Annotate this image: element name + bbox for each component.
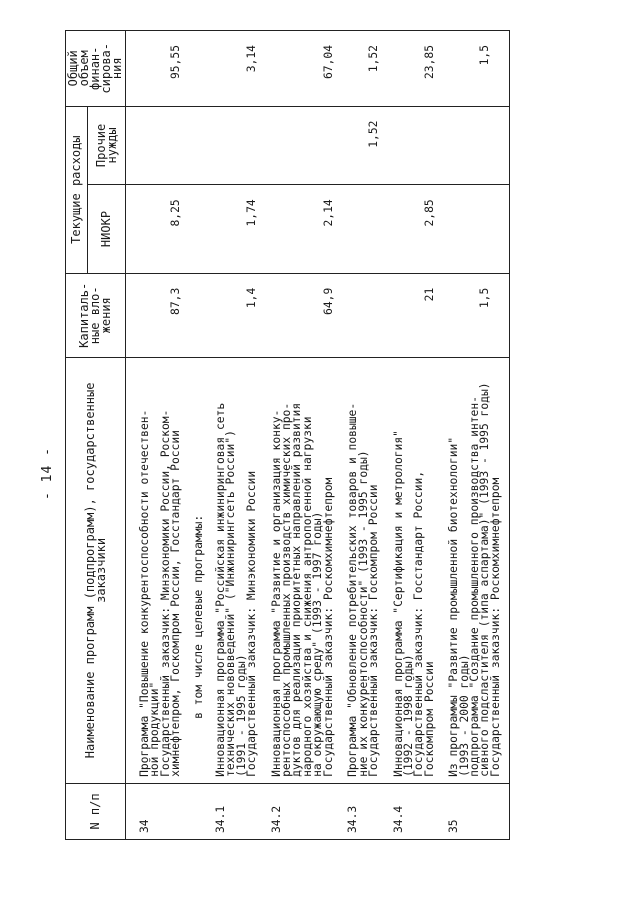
header-current: Текущие расходы: [66, 106, 88, 273]
empty-cell: [182, 31, 216, 107]
table-row: [449, 31, 510, 840]
program-line: (1992 - 1998 годы): [401, 654, 415, 777]
header-num: N п/п: [66, 783, 126, 839]
program-line: химнефтепром, Госкомпром России, Госстандарт России: [169, 430, 183, 777]
program-line: Государственный заказчик: Минэкономики России: [245, 470, 259, 777]
value-text: 64,9: [321, 287, 335, 315]
value-text: [348, 288, 369, 357]
value-text: 87,3: [169, 287, 182, 315]
row-number: 34: [126, 783, 182, 839]
other-value: [126, 106, 182, 185]
value-text: 21: [422, 287, 436, 302]
empty-cell: [182, 783, 216, 839]
program-line: (1993 - 2000 годы): [457, 654, 471, 777]
header-capital-line: Капиталь-: [77, 282, 91, 348]
value-text: 8,25: [169, 199, 182, 227]
value-text: 2,14: [321, 199, 335, 227]
header-total-line: финан-: [88, 46, 102, 90]
capital-value: [394, 273, 436, 357]
total-value: [348, 31, 379, 107]
header-capital-line: ные вло-: [88, 286, 102, 345]
row-number: 34.3: [348, 783, 379, 839]
row-number: 34.4: [394, 783, 436, 839]
niokr-value: [126, 185, 182, 273]
page-number: - 14 -: [40, 447, 55, 500]
program-line: ной продукции": [148, 681, 162, 777]
program-line: (1991 - 1995 годы): [234, 654, 248, 777]
table-row: [394, 31, 436, 840]
value-text: [216, 121, 247, 185]
capital-value: [272, 273, 334, 357]
program-line: подпрограмма "Создание промышленного производства интен-: [467, 396, 481, 777]
program-line: ние их конкурентоспособности" (1993 - 1995 годы): [356, 450, 370, 777]
program-line: сивного подсластителя (типа аспартама)" (1993 - 1995 годы): [478, 382, 492, 777]
value-text: [449, 199, 480, 272]
program-line: Инновационная программа "Российская инжиниринговая сеть: [214, 402, 228, 777]
empty-cell: [182, 273, 216, 357]
niokr-value: [449, 185, 510, 273]
capital-value: [348, 273, 379, 357]
header-niokr: НИОКР: [88, 185, 126, 273]
program-line: Госкомпром России: [422, 661, 436, 777]
niokr-value: [272, 185, 334, 273]
value-text: 1,52: [367, 120, 381, 148]
program-line: Из программы "Развитие промышленной биотехнологии": [447, 436, 461, 777]
table-row: [216, 31, 258, 840]
program-name: [216, 357, 258, 783]
program-line: Государственный заказчик: Роскомхимнефтепром: [488, 477, 502, 777]
header-capital-line: жения: [99, 297, 113, 334]
program-name: [449, 357, 510, 783]
value-text: [272, 121, 324, 185]
program-line: на окружающую среду" (1993 - 1997 годы): [311, 511, 325, 777]
niokr-value: [348, 185, 379, 273]
niokr-value: [394, 185, 436, 273]
header-total-line: объем: [77, 50, 91, 87]
value-text: 1,74: [245, 199, 259, 227]
program-line: технических нововведений" ("Инжинирингсеть России"): [224, 430, 238, 777]
row-number: 34.1: [216, 783, 258, 839]
total-value: [126, 31, 182, 107]
other-value: [216, 106, 258, 185]
header-total-line: сирова-: [99, 43, 113, 94]
total-value: [449, 31, 510, 107]
other-value: [272, 106, 334, 185]
value-text: 3,14: [245, 45, 259, 73]
value-text: 23,85: [422, 45, 436, 80]
header-total: [66, 31, 126, 107]
empty-cell: [182, 185, 216, 273]
value-text: 67,04: [321, 45, 335, 80]
program-line: дуктов для реализации приоритетных направлений развития: [290, 402, 304, 777]
value-text: 2,85: [422, 199, 436, 227]
table-row: [126, 31, 182, 840]
program-line: Инновационная программа "Сертификация и метрология": [391, 430, 405, 777]
program-name: [269, 357, 335, 783]
niokr-value: [216, 185, 258, 273]
header-total-line: ния: [110, 57, 124, 80]
other-value: [394, 106, 436, 185]
row-number: 34.2: [272, 783, 334, 839]
program-line: рентоспособных промышленных производств химических про-: [280, 402, 294, 777]
capital-value: [126, 273, 182, 357]
value-text: 95,55: [169, 45, 182, 80]
header-other-line: нужды: [104, 127, 119, 164]
table-row: [272, 31, 334, 840]
total-value: [216, 31, 258, 107]
empty-cell: [182, 106, 216, 185]
header-other-line: Прочие: [93, 123, 108, 168]
program-name: [391, 357, 436, 783]
capital-value: [216, 273, 258, 357]
header-other: [88, 106, 126, 185]
program-line: Государственный заказчик: Госстандарт России,: [412, 470, 426, 777]
value-text: 1,4: [245, 287, 259, 309]
program-name: [126, 357, 182, 783]
capital-value: [449, 273, 510, 357]
other-value: [348, 106, 379, 185]
program-line: народного хозяйства и снижения антропогенной нагрузки: [300, 416, 314, 777]
value-text: [394, 121, 425, 185]
other-value: [449, 106, 510, 185]
program-line: Инновационная программа "Развитие и организация конку-: [269, 409, 283, 777]
table-row: [182, 31, 216, 840]
financing-table: [65, 30, 510, 840]
total-value: [394, 31, 436, 107]
value-text: 1,52: [367, 45, 381, 73]
value-text: 1,5: [478, 287, 492, 309]
header-capital: [66, 273, 126, 357]
value-text: [140, 121, 171, 185]
program-name: [348, 357, 379, 783]
value-text: [449, 121, 480, 185]
program-line: Государственный заказчик: Госкомпром России: [366, 484, 380, 777]
header-total-line: Общий: [66, 50, 80, 87]
total-value: [272, 31, 334, 107]
program-line: Государственный заказчик: Роскомхимнефтепром: [321, 477, 335, 777]
program-line: Программа "Повышение конкурентоспособности отечествен-: [138, 409, 151, 777]
header-name: Наименование программ (подпрограмм), государственные заказчики: [66, 357, 126, 783]
value-text: [348, 199, 369, 272]
table-row: [348, 31, 379, 840]
program-line: Программа "Обновление потребительских товаров и повыше-: [346, 402, 360, 777]
value-text: 1,5: [478, 45, 492, 66]
subheading: в том числе целевые программы:: [182, 357, 216, 783]
row-number: 35: [449, 783, 510, 839]
program-line: Государственный заказчик: Минэкономики России, Роском-: [158, 409, 172, 777]
